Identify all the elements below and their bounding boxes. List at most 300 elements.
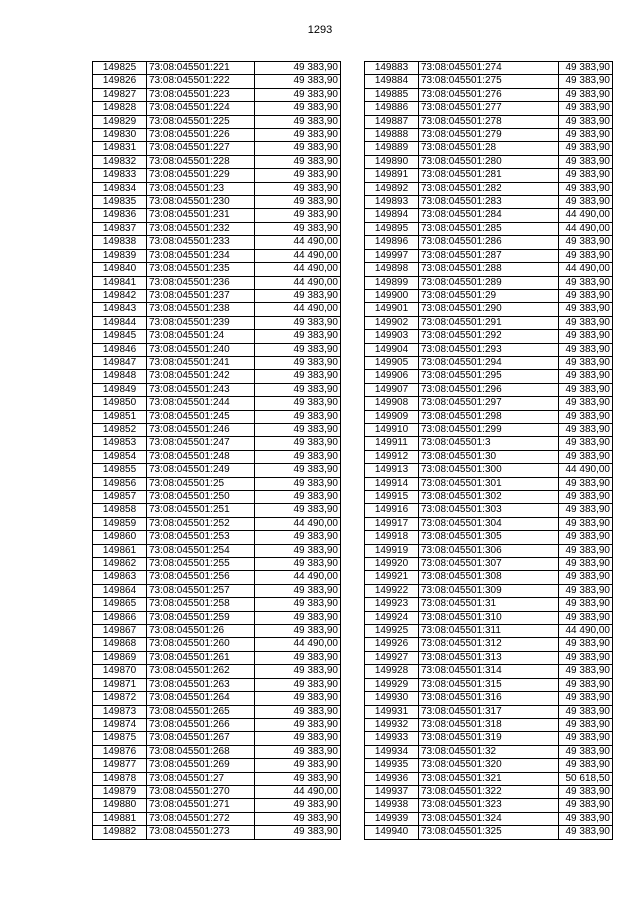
cadastral-number-cell: 73:08:045501:272 [147,812,255,825]
cost-value-cell: 49 383,90 [255,531,341,544]
cost-value-cell: 49 383,90 [559,584,613,597]
table-row [365,343,613,356]
cadastral-number-cell: 73:08:045501:263 [147,678,255,691]
table-row [365,410,613,423]
record-number-cell: 149837 [93,222,147,235]
cost-value-cell: 49 383,90 [255,343,341,356]
cost-value-cell: 44 490,00 [255,303,341,316]
cadastral-number-cell: 73:08:045501:255 [147,558,255,571]
cadastral-number-cell: 73:08:045501:246 [147,423,255,436]
table-row [93,62,341,75]
table-row [365,115,613,128]
record-number-cell: 149858 [93,504,147,517]
table-row [93,826,341,839]
cost-value-cell: 49 383,90 [255,692,341,705]
record-number-cell: 149900 [365,289,419,302]
cadastral-number-cell: 73:08:045501:253 [147,531,255,544]
record-number-cell: 149856 [93,477,147,490]
cadastral-number-cell: 73:08:045501:305 [419,531,559,544]
cost-value-cell: 49 383,90 [255,62,341,75]
cadastral-number-cell: 73:08:045501:247 [147,437,255,450]
table-row [365,102,613,115]
cadastral-number-cell: 73:08:045501:25 [147,477,255,490]
cost-value-cell: 49 383,90 [559,330,613,343]
cadastral-number-cell: 73:08:045501:273 [147,826,255,839]
cadastral-number-cell: 73:08:045501:221 [147,62,255,75]
table-row [365,692,613,705]
table-row [93,584,341,597]
cost-value-cell: 49 383,90 [255,196,341,209]
cadastral-number-cell: 73:08:045501:267 [147,732,255,745]
table-row [93,88,341,101]
record-number-cell: 149845 [93,330,147,343]
table-row [365,182,613,195]
cost-value-cell: 49 383,90 [255,665,341,678]
cadastral-number-cell: 73:08:045501:283 [419,196,559,209]
cost-value-cell: 49 383,90 [559,129,613,142]
cost-value-cell: 44 490,00 [255,785,341,798]
cadastral-number-cell: 73:08:045501:258 [147,598,255,611]
record-number-cell: 149889 [365,142,419,155]
table-row [365,129,613,142]
table-row [93,316,341,329]
cost-value-cell: 49 383,90 [559,303,613,316]
table-row [93,491,341,504]
record-number-cell: 149828 [93,102,147,115]
cost-value-cell: 49 383,90 [559,115,613,128]
table-row [93,115,341,128]
cost-value-cell: 44 490,00 [255,276,341,289]
cost-value-cell: 49 383,90 [559,410,613,423]
record-number-cell: 149915 [365,491,419,504]
cost-value-cell: 49 383,90 [255,370,341,383]
record-number-cell: 149919 [365,544,419,557]
table-row [365,638,613,651]
cost-value-cell: 49 383,90 [255,678,341,691]
cadastral-number-cell: 73:08:045501:310 [419,611,559,624]
record-number-cell: 149931 [365,705,419,718]
table-row [365,665,613,678]
table-row [93,343,341,356]
record-number-cell: 149896 [365,236,419,249]
record-number-cell: 149909 [365,410,419,423]
cost-value-cell: 49 383,90 [255,330,341,343]
record-number-cell: 149878 [93,772,147,785]
cadastral-number-cell: 73:08:045501:262 [147,665,255,678]
cadastral-number-cell: 73:08:045501:266 [147,718,255,731]
record-number-cell: 149921 [365,571,419,584]
table-row [93,289,341,302]
record-number-cell: 149857 [93,491,147,504]
table-row [365,249,613,262]
record-number-cell: 149860 [93,531,147,544]
cadastral-number-cell: 73:08:045501:297 [419,397,559,410]
record-number-cell: 149898 [365,263,419,276]
table-row [365,759,613,772]
cadastral-number-cell: 73:08:045501:307 [419,558,559,571]
cadastral-number-cell: 73:08:045501:232 [147,222,255,235]
table-row [93,129,341,142]
table-row [365,263,613,276]
cost-value-cell: 49 383,90 [255,491,341,504]
record-number-cell: 149866 [93,611,147,624]
table-row [93,692,341,705]
cadastral-number-cell: 73:08:045501:270 [147,785,255,798]
cost-value-cell: 49 383,90 [559,732,613,745]
record-number-cell: 149829 [93,115,147,128]
table-row [93,222,341,235]
table-row [365,88,613,101]
cadastral-number-cell: 73:08:045501:245 [147,410,255,423]
record-number-cell: 149883 [365,62,419,75]
record-number-cell: 149859 [93,517,147,530]
cost-value-cell: 49 383,90 [559,799,613,812]
table-row [93,772,341,785]
record-number-cell: 149894 [365,209,419,222]
record-number-cell: 149842 [93,289,147,302]
cadastral-number-cell: 73:08:045501:295 [419,370,559,383]
table-row [93,397,341,410]
cadastral-number-cell: 73:08:045501:239 [147,316,255,329]
cadastral-number-cell: 73:08:045501:271 [147,799,255,812]
table-row [365,799,613,812]
record-number-cell: 149924 [365,611,419,624]
cadastral-number-cell: 73:08:045501:279 [419,129,559,142]
record-number-cell: 149912 [365,450,419,463]
cost-value-cell: 44 490,00 [255,263,341,276]
table-row [93,464,341,477]
cost-value-cell: 49 383,90 [255,745,341,758]
cost-value-cell: 49 383,90 [255,410,341,423]
table-row [365,504,613,517]
cadastral-number-cell: 73:08:045501:320 [419,759,559,772]
record-number-cell: 149903 [365,330,419,343]
record-number-cell: 149870 [93,665,147,678]
cadastral-number-cell: 73:08:045501:244 [147,397,255,410]
cadastral-number-cell: 73:08:045501:292 [419,330,559,343]
table-row [93,759,341,772]
cadastral-number-cell: 73:08:045501:293 [419,343,559,356]
record-number-cell: 149872 [93,692,147,705]
record-number-cell: 149910 [365,423,419,436]
record-number-cell: 149851 [93,410,147,423]
table-row [365,276,613,289]
cost-value-cell: 49 383,90 [255,289,341,302]
cadastral-number-cell: 73:08:045501:27 [147,772,255,785]
table-row [365,558,613,571]
record-number-cell: 149838 [93,236,147,249]
record-number-cell: 149850 [93,397,147,410]
record-number-cell: 149881 [93,812,147,825]
cadastral-number-cell: 73:08:045501:285 [419,222,559,235]
cost-value-cell: 49 383,90 [255,209,341,222]
cadastral-number-cell: 73:08:045501:225 [147,115,255,128]
cost-value-cell: 49 383,90 [255,437,341,450]
record-number-cell: 149867 [93,625,147,638]
cadastral-number-cell: 73:08:045501:235 [147,263,255,276]
cost-value-cell: 44 490,00 [255,571,341,584]
cadastral-number-cell: 73:08:045501:241 [147,356,255,369]
cadastral-number-cell: 73:08:045501:303 [419,504,559,517]
cost-value-cell: 49 383,90 [255,477,341,490]
table-row [365,289,613,302]
cadastral-number-cell: 73:08:045501:299 [419,423,559,436]
table-row [93,75,341,88]
cost-value-cell: 49 383,90 [559,196,613,209]
cost-value-cell: 49 383,90 [255,544,341,557]
cadastral-number-cell: 73:08:045501:236 [147,276,255,289]
cost-value-cell: 49 383,90 [255,75,341,88]
cadastral-number-cell: 73:08:045501:281 [419,169,559,182]
record-number-cell: 149940 [365,826,419,839]
table-row [93,276,341,289]
cadastral-number-cell: 73:08:045501:291 [419,316,559,329]
cadastral-number-cell: 73:08:045501:284 [419,209,559,222]
cadastral-number-cell: 73:08:045501:231 [147,209,255,222]
record-number-cell: 149997 [365,249,419,262]
record-number-cell: 149874 [93,718,147,731]
cost-value-cell: 44 490,00 [559,464,613,477]
cost-value-cell: 49 383,90 [559,571,613,584]
cost-value-cell: 49 383,90 [255,423,341,436]
record-number-cell: 149840 [93,263,147,276]
cadastral-number-cell: 73:08:045501:290 [419,303,559,316]
record-number-cell: 149855 [93,464,147,477]
cadastral-number-cell: 73:08:045501:268 [147,745,255,758]
table-row [93,745,341,758]
cost-value-cell: 49 383,90 [255,705,341,718]
record-number-cell: 149885 [365,88,419,101]
cadastral-number-cell: 73:08:045501:234 [147,249,255,262]
cadastral-number-cell: 73:08:045501:322 [419,785,559,798]
cost-value-cell: 49 383,90 [559,437,613,450]
cost-value-cell: 49 383,90 [559,544,613,557]
record-number-cell: 149841 [93,276,147,289]
cadastral-number-cell: 73:08:045501:23 [147,182,255,195]
record-number-cell: 149916 [365,504,419,517]
record-number-cell: 149939 [365,812,419,825]
cost-value-cell: 49 383,90 [559,678,613,691]
cost-value-cell: 49 383,90 [559,785,613,798]
cadastral-number-cell: 73:08:045501:28 [419,142,559,155]
cost-value-cell: 49 383,90 [559,651,613,664]
table-row [93,517,341,530]
record-number-cell: 149928 [365,665,419,678]
cost-value-cell: 49 383,90 [255,316,341,329]
cadastral-number-cell: 73:08:045501:323 [419,799,559,812]
cost-value-cell: 44 490,00 [559,222,613,235]
cost-value-cell: 49 383,90 [559,155,613,168]
cost-value-cell: 49 383,90 [255,625,341,638]
cadastral-number-cell: 73:08:045501:313 [419,651,559,664]
table-row [93,102,341,115]
record-number-cell: 149905 [365,356,419,369]
cadastral-number-cell: 73:08:045501:254 [147,544,255,557]
cadastral-number-cell: 73:08:045501:30 [419,450,559,463]
cost-value-cell: 49 383,90 [559,289,613,302]
cost-value-cell: 49 383,90 [559,370,613,383]
record-number-cell: 149923 [365,598,419,611]
cadastral-number-cell: 73:08:045501:316 [419,692,559,705]
table-row [365,383,613,396]
cadastral-number-cell: 73:08:045501:226 [147,129,255,142]
cost-value-cell: 49 383,90 [255,450,341,463]
cadastral-number-cell: 73:08:045501:274 [419,62,559,75]
cost-value-cell: 49 383,90 [255,383,341,396]
table-row [93,169,341,182]
cadastral-number-cell: 73:08:045501:318 [419,718,559,731]
cadastral-number-cell: 73:08:045501:243 [147,383,255,396]
cadastral-number-cell: 73:08:045501:286 [419,236,559,249]
cost-value-cell: 44 490,00 [255,249,341,262]
record-number-cell: 149906 [365,370,419,383]
cost-value-cell: 49 383,90 [255,115,341,128]
cost-value-cell: 49 383,90 [559,812,613,825]
record-number-cell: 149925 [365,625,419,638]
cost-value-cell: 49 383,90 [255,129,341,142]
table-row [93,638,341,651]
cost-value-cell: 49 383,90 [255,558,341,571]
cadastral-number-cell: 73:08:045501:222 [147,75,255,88]
record-number-cell: 149887 [365,115,419,128]
page-number: 1293 [307,24,333,36]
table-row [365,209,613,222]
table-row [93,263,341,276]
cost-value-cell: 49 383,90 [559,62,613,75]
table-row [365,222,613,235]
table-row [365,397,613,410]
table-row [365,598,613,611]
table-row [93,236,341,249]
cadastral-number-cell: 73:08:045501:237 [147,289,255,302]
cost-value-cell: 49 383,90 [559,169,613,182]
table-row [93,249,341,262]
record-number-cell: 149932 [365,718,419,731]
cadastral-number-cell: 73:08:045501:278 [419,115,559,128]
record-number-cell: 149893 [365,196,419,209]
cost-value-cell: 49 383,90 [255,732,341,745]
record-number-cell: 149847 [93,356,147,369]
cost-value-cell: 49 383,90 [559,316,613,329]
cadastral-number-cell: 73:08:045501:317 [419,705,559,718]
cost-value-cell: 49 383,90 [255,504,341,517]
record-number-cell: 149846 [93,343,147,356]
cadastral-number-cell: 73:08:045501:289 [419,276,559,289]
record-number-cell: 149888 [365,129,419,142]
cost-value-cell: 49 383,90 [255,397,341,410]
table-row [93,558,341,571]
cadastral-number-cell: 73:08:045501:251 [147,504,255,517]
cost-value-cell: 49 383,90 [255,88,341,101]
table-row [93,330,341,343]
cadastral-number-cell: 73:08:045501:280 [419,155,559,168]
cadastral-number-cell: 73:08:045501:264 [147,692,255,705]
table-row [365,62,613,75]
cost-value-cell: 44 490,00 [559,209,613,222]
cadastral-number-cell: 73:08:045501:256 [147,571,255,584]
record-number-cell: 149826 [93,75,147,88]
cadastral-number-cell: 73:08:045501:294 [419,356,559,369]
table-row [93,370,341,383]
table-row [365,732,613,745]
table-row [93,155,341,168]
table-row [365,491,613,504]
table-row [365,745,613,758]
cadastral-number-cell: 73:08:045501:31 [419,598,559,611]
table-row [365,544,613,557]
cost-value-cell: 49 383,90 [255,169,341,182]
cost-value-cell: 49 383,90 [255,598,341,611]
table-row [365,772,613,785]
table-row [365,75,613,88]
cadastral-number-cell: 73:08:045501:275 [419,75,559,88]
cost-value-cell: 44 490,00 [255,517,341,530]
table-row [93,356,341,369]
record-number-cell: 149861 [93,544,147,557]
table-row [93,182,341,195]
record-number-cell: 149890 [365,155,419,168]
cost-value-cell: 49 383,90 [559,504,613,517]
table-row [93,678,341,691]
record-number-cell: 149899 [365,276,419,289]
cost-value-cell: 49 383,90 [559,249,613,262]
record-number-cell: 149901 [365,303,419,316]
table-row [365,450,613,463]
record-number-cell: 149904 [365,343,419,356]
record-number-cell: 149873 [93,705,147,718]
cadastral-number-cell: 73:08:045501:296 [419,383,559,396]
table-row [365,437,613,450]
cadastral-number-cell: 73:08:045501:315 [419,678,559,691]
record-number-cell: 149865 [93,598,147,611]
cost-value-cell: 49 383,90 [559,343,613,356]
cadastral-number-cell: 73:08:045501:233 [147,236,255,249]
cost-value-cell: 49 383,90 [559,718,613,731]
record-number-cell: 149926 [365,638,419,651]
cost-value-cell: 49 383,90 [559,665,613,678]
record-number-cell: 149854 [93,450,147,463]
table-row [365,705,613,718]
cadastral-number-cell: 73:08:045501:302 [419,491,559,504]
cost-value-cell: 49 383,90 [559,611,613,624]
record-number-cell: 149863 [93,571,147,584]
record-number-cell: 149835 [93,196,147,209]
table-row [93,477,341,490]
cadastral-number-cell: 73:08:045501:229 [147,169,255,182]
record-number-cell: 149933 [365,732,419,745]
cost-value-cell: 44 490,00 [255,236,341,249]
record-number-cell: 149937 [365,785,419,798]
record-number-cell: 149914 [365,477,419,490]
record-number-cell: 149927 [365,651,419,664]
cadastral-number-cell: 73:08:045501:311 [419,625,559,638]
cost-value-cell: 49 383,90 [559,276,613,289]
cost-value-cell: 49 383,90 [559,558,613,571]
record-number-cell: 149917 [365,517,419,530]
record-number-cell: 149880 [93,799,147,812]
record-number-cell: 149922 [365,584,419,597]
cadastral-number-cell: 73:08:045501:24 [147,330,255,343]
table-row [93,209,341,222]
table-row [365,155,613,168]
registry-table-right [364,61,613,840]
record-number-cell: 149832 [93,155,147,168]
cost-value-cell: 50 618,50 [559,772,613,785]
table-row [93,142,341,155]
cost-value-cell: 44 490,00 [559,263,613,276]
record-number-cell: 149877 [93,759,147,772]
registry-table-left [92,61,341,840]
